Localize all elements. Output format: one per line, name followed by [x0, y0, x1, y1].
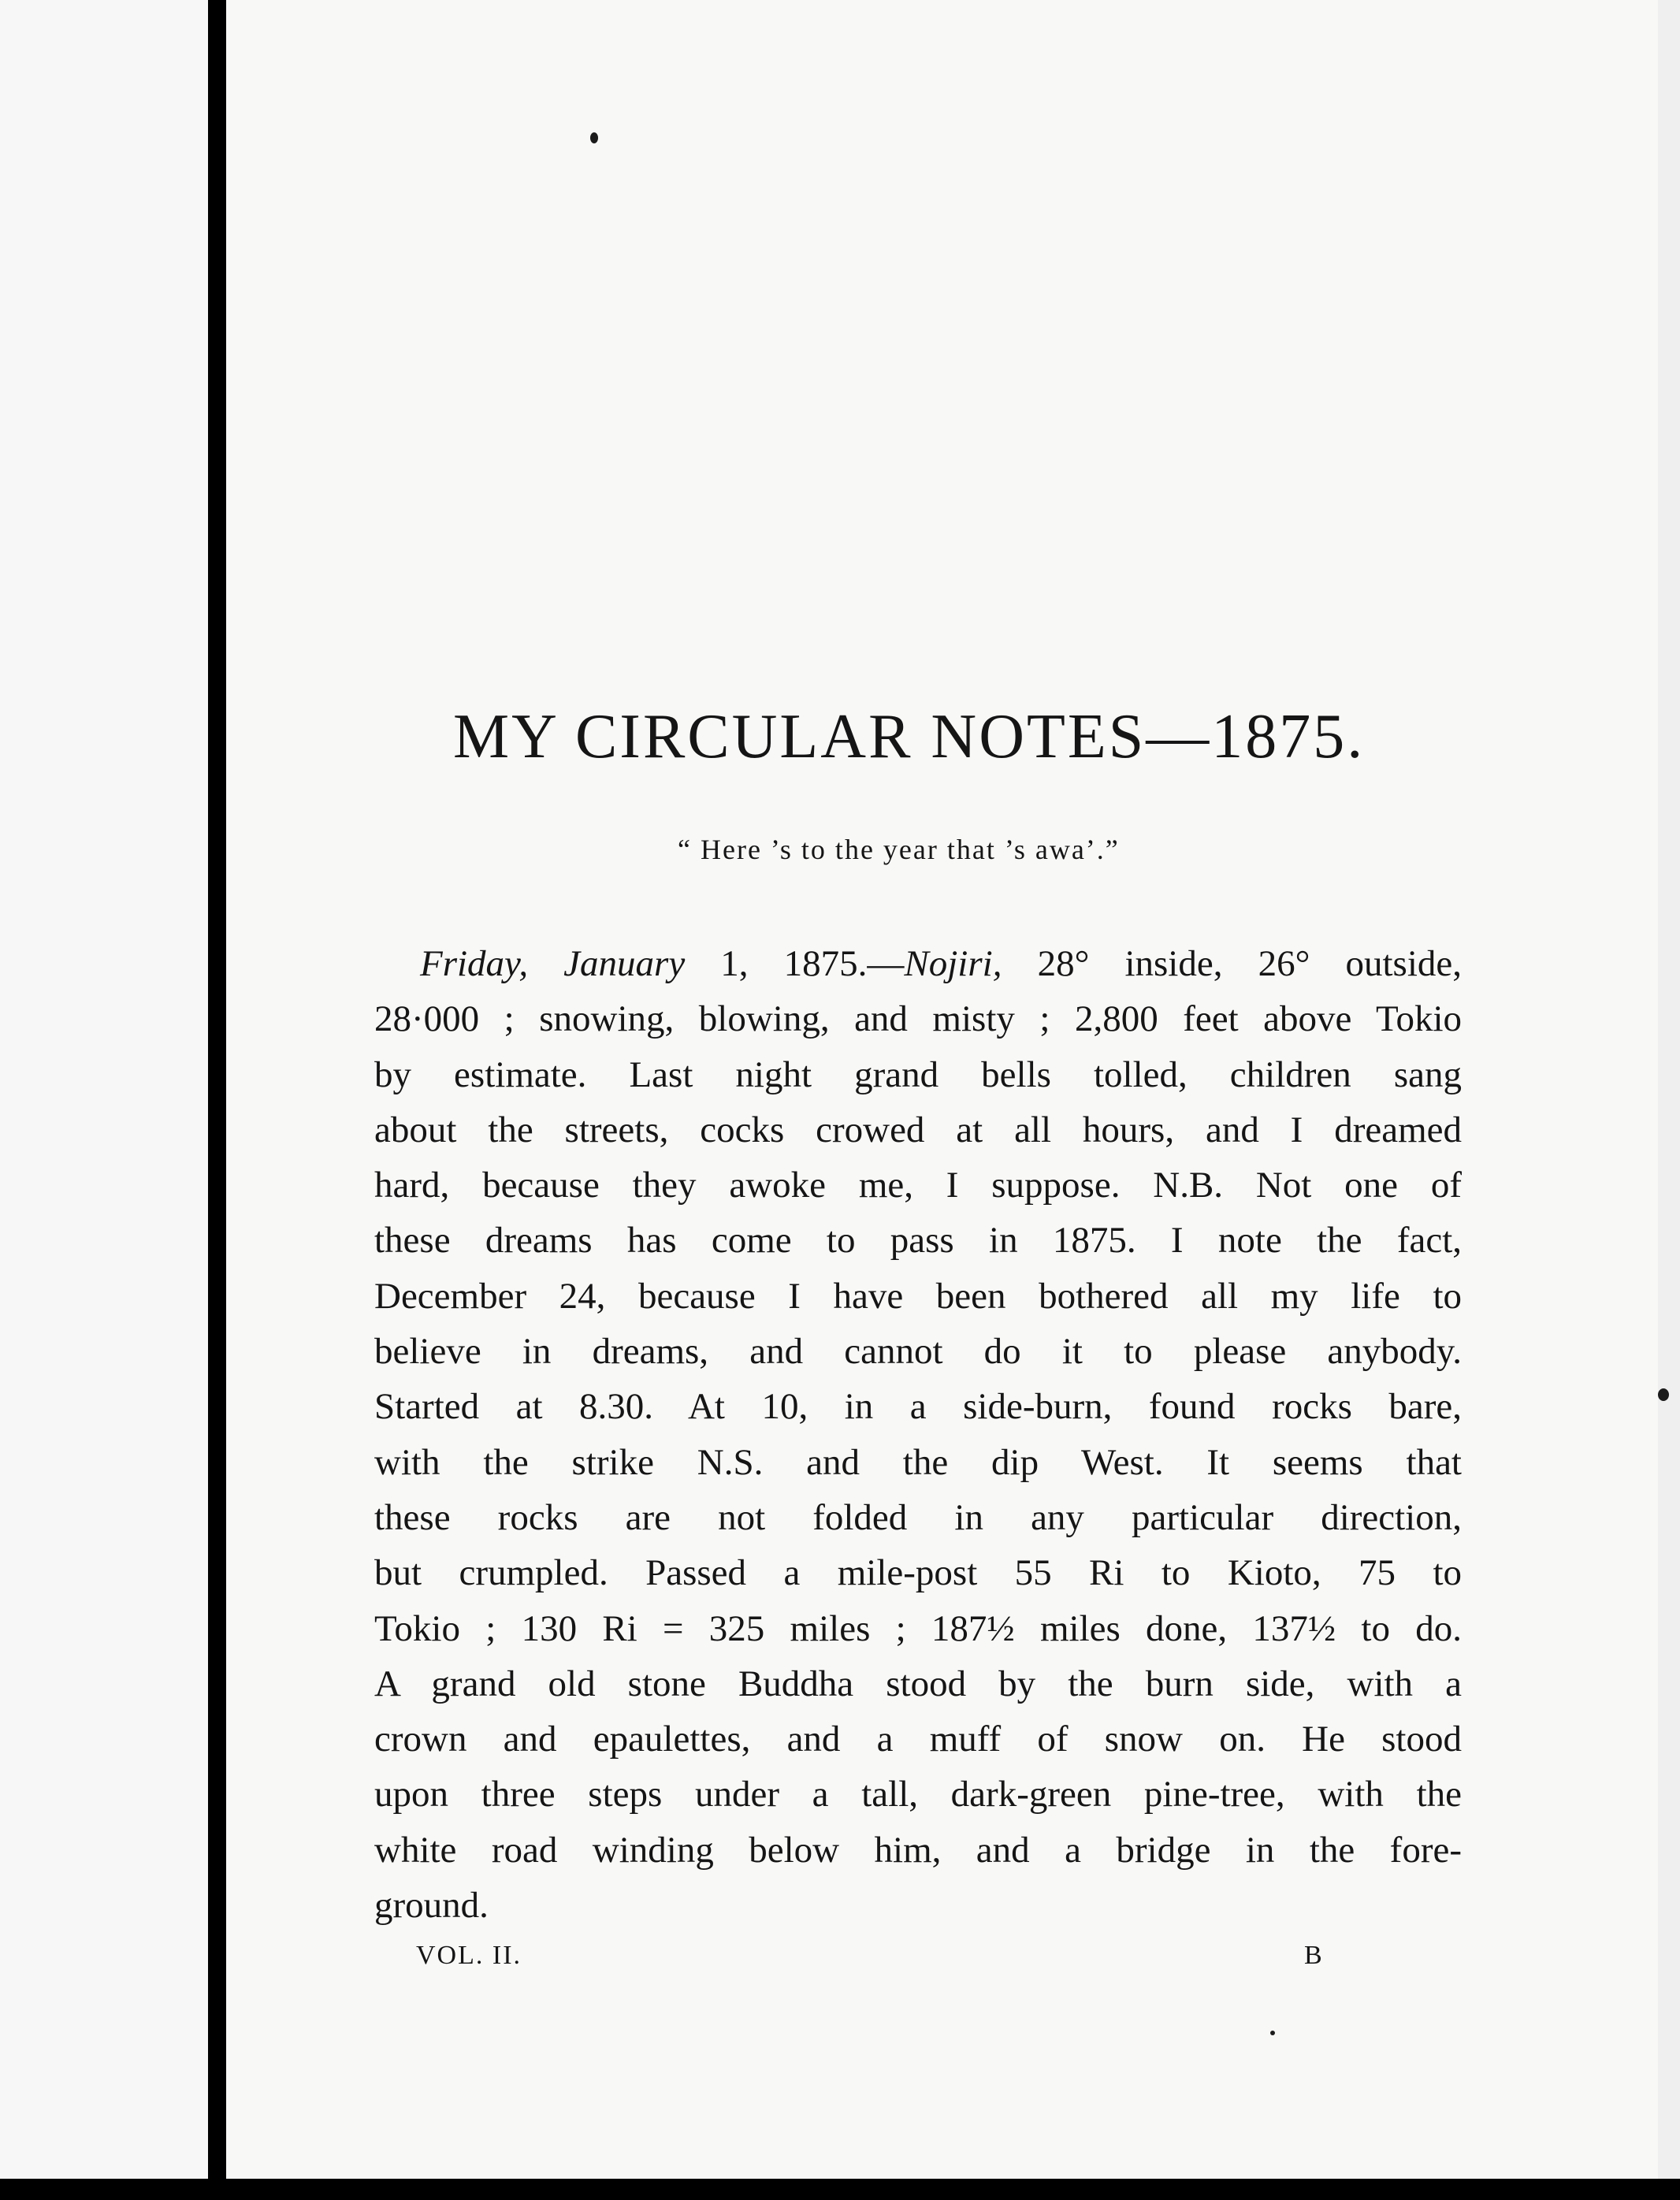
- body-line: with the strike N.S. and the dip West. It seems that: [374, 1441, 1462, 1483]
- body-line: Started at 8.30. At 10, in a side-burn, found rocks bare,: [374, 1386, 1462, 1428]
- body-line: crown and epaulettes, and a muff of snow on. He stood: [374, 1719, 1462, 1760]
- body-line: white road winding below him, and a bridge in the fore-: [374, 1829, 1462, 1871]
- page-title: MY CIRCULAR NOTES—1875.: [453, 702, 1366, 771]
- body-line: [374, 936, 1462, 991]
- body-line: by estimate. Last night grand bells tolled, children sang: [374, 1054, 1462, 1095]
- epigraph: “ Here ’s to the year that ’s awa’.”: [678, 834, 1120, 865]
- entry-line-rest: 28° inside, 26° outside,: [1002, 943, 1462, 984]
- body-line: believe in dreams, and cannot do it to please anybody.: [374, 1331, 1462, 1373]
- body-line: A grand old stone Buddha stood by the burn side, with a: [374, 1663, 1462, 1704]
- entry-place: Nojiri,: [904, 943, 1002, 984]
- body-line: about the streets, cocks crowed at all hours, and I dreamed: [374, 1109, 1462, 1150]
- signature-mark: B: [1304, 1941, 1322, 1970]
- body-line: Tokio ; 130 Ri = 325 miles ; 187½ miles done, 137½ to do.: [374, 1607, 1462, 1649]
- body-line: ground.: [374, 1885, 489, 1927]
- ink-speck: [1658, 1388, 1669, 1401]
- volume-marker: VOL. II.: [416, 1941, 522, 1970]
- right-page-edge: [1658, 0, 1680, 2179]
- entry-date: Friday, January: [420, 943, 686, 984]
- ink-speck: [590, 132, 598, 143]
- body-text: [374, 936, 1462, 1933]
- scan-border: [0, 2179, 1680, 2200]
- body-line: December 24, because I have been bothered all my life to: [374, 1275, 1462, 1317]
- body-line: but crumpled. Passed a mile-post 55 Ri to Kioto, 75 to: [374, 1552, 1462, 1594]
- body-line: these dreams has come to pass in 1875. I note the fact,: [374, 1220, 1462, 1262]
- body-line: these rocks are not folded in any particular direction,: [374, 1496, 1462, 1538]
- body-line: 28·000 ; snowing, blowing, and misty ; 2,800 feet above Tokio: [374, 998, 1462, 1040]
- entry-date-rest: 1, 1875.—: [685, 943, 905, 984]
- ink-speck: [1270, 2031, 1275, 2035]
- previous-page-edge: [0, 0, 208, 2179]
- body-line: upon three steps under a tall, dark-green pine-tree, with the: [374, 1774, 1462, 1815]
- body-line: hard, because they awoke me, I suppose. N.B. Not one of: [374, 1165, 1462, 1206]
